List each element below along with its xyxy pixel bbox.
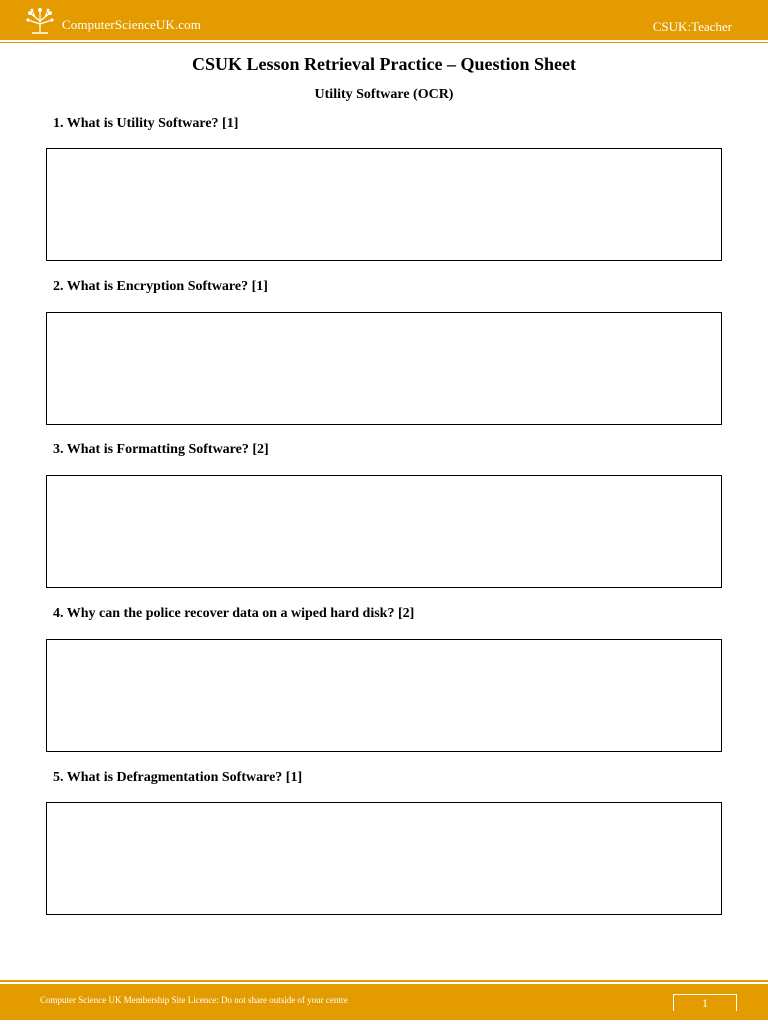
answer-box-3[interactable] [46,475,722,588]
footer-licence-text: Computer Science UK Membership Site Licence: Do not share outside of your centre [40,995,348,1005]
site-name: ComputerScienceUK.com [62,17,201,32]
answer-box-4[interactable] [46,639,722,752]
page-subtitle: Utility Software (OCR) [314,87,454,102]
header-role-label: CSUK:Teacher [652,19,732,34]
question-1: 1. What is Utility Software? [1] [53,116,239,131]
question-3: 3. What is Formatting Software? [2] [53,442,269,457]
footer-bar [0,982,768,1020]
question-4: 4. Why can the police recover data on a wiped hard disk? [2] [53,606,415,621]
page-number: 1 [673,994,737,1011]
csuk-logo-icon [22,7,58,35]
answer-box-5[interactable] [46,802,722,915]
answer-box-1[interactable] [46,148,722,261]
question-2: 2. What is Encryption Software? [1] [53,279,268,294]
question-5: 5. What is Defragmentation Software? [1] [53,770,303,785]
page-title: CSUK Lesson Retrieval Practice – Question Sheet [192,54,576,74]
header-bar [0,0,768,42]
answer-box-2[interactable] [46,312,722,425]
